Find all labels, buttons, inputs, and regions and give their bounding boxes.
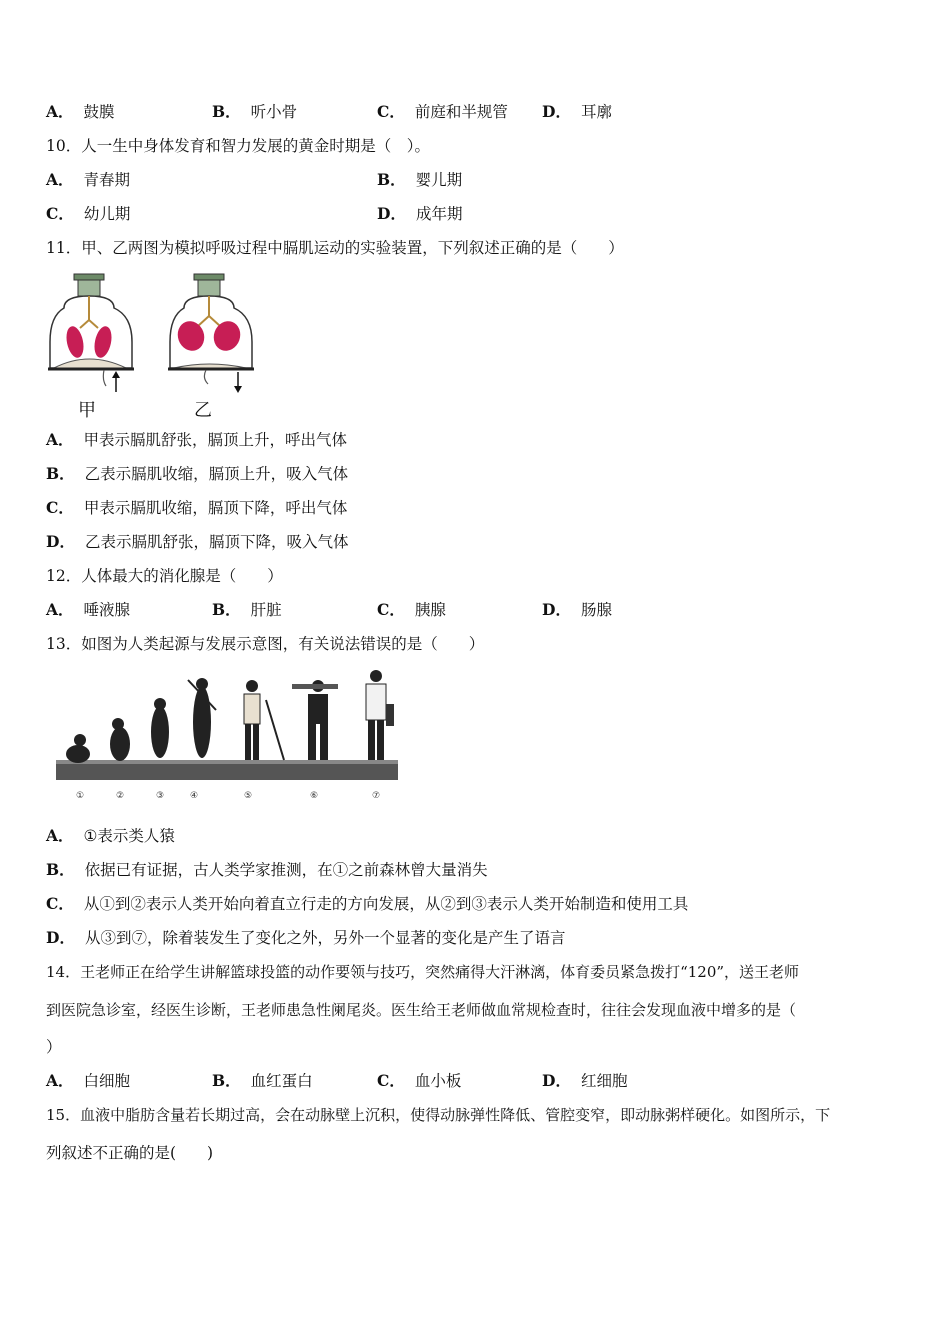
- q9-option-a: A． 鼓膜: [46, 102, 115, 121]
- q14-option-b: B． 血红蛋白: [212, 1071, 313, 1090]
- q14-stem-line3: ）: [46, 1038, 62, 1056]
- q9-option-d: D． 耳廓: [542, 102, 612, 121]
- evolution-number-6: ⑥: [310, 791, 319, 801]
- q15-stem-line1: 15．血液中脂肪含量若长期过高，会在动脉壁上沉积，使得动脉弹性降低、管腔变窄，即动脉粥样硬化。如图所示，下: [46, 1106, 831, 1124]
- q14-option-c: C． 血小板: [377, 1071, 462, 1090]
- q11-option-b: B． 乙表示膈肌收缩，膈顶上升，吸入气体: [46, 464, 349, 483]
- q11-option-d: D． 乙表示膈肌舒张，膈顶下降，吸入气体: [46, 532, 349, 551]
- q13-option-b: B． 依据已有证据，古人类学家推测，在①之前森林曾大量消失: [46, 860, 488, 879]
- q12-option-a: A． 唾液腺: [46, 600, 131, 619]
- q13-stem: 13．如图为人类起源与发展示意图，有关说法错误的是（ ）: [46, 635, 485, 653]
- q9-option-c: C． 前庭和半规管: [377, 102, 508, 121]
- figure-label-yi: 乙: [194, 400, 212, 421]
- bell-jar-left: [48, 274, 134, 392]
- q11-stem: 11．甲、乙两图为模拟呼吸过程中膈肌运动的实验装置，下列叙述正确的是（ ）: [46, 239, 624, 257]
- evolution-number-3: ③: [156, 791, 165, 801]
- q11-option-a: A． 甲表示膈肌舒张，膈顶上升，呼出气体: [46, 430, 348, 449]
- figure-label-jia: 甲: [78, 400, 96, 421]
- q13-option-d: D． 从③到⑦，除着装发生了变化之外，另外一个显著的变化是产生了语言: [46, 928, 566, 947]
- ground: [56, 762, 398, 780]
- human-evolution-figure: [56, 666, 401, 786]
- q10-option-c: C． 幼儿期: [46, 204, 131, 223]
- q13-option-a: A． ①表示类人猿: [46, 826, 175, 845]
- evolution-number-4: ④: [190, 791, 199, 801]
- evolution-number-5: ⑤: [244, 791, 253, 801]
- q11-option-c: C． 甲表示膈肌收缩，膈顶下降，呼出气体: [46, 498, 348, 517]
- q14-stem-line1: 14．王老师正在给学生讲解篮球投篮的动作要领与技巧，突然痛得大汗淋漓，体育委员紧急拨打“120”，送王老师: [46, 963, 800, 981]
- q12-option-d: D． 肠腺: [542, 600, 612, 619]
- evolution-number-2: ②: [116, 791, 125, 801]
- q10-option-b: B． 婴儿期: [377, 170, 463, 189]
- q12-option-b: B． 肝脏: [212, 600, 282, 619]
- evolution-silhouettes: [66, 670, 394, 763]
- q10-option-a: A． 青春期: [46, 170, 131, 189]
- q14-option-d: D． 红细胞: [542, 1071, 628, 1090]
- q10-option-d: D． 成年期: [377, 204, 463, 223]
- evolution-number-1: ①: [76, 791, 85, 801]
- q12-stem: 12．人体最大的消化腺是（ ）: [46, 567, 283, 585]
- q13-option-c: C． 从①到②表示人类开始向着直立行走的方向发展，从②到③表示人类开始制造和使用工具: [46, 894, 689, 913]
- q10-stem: 10．人一生中身体发育和智力发展的黄金时期是（ ）。: [46, 137, 430, 155]
- q9-option-b: B． 听小骨: [212, 102, 298, 121]
- evolution-number-7: ⑦: [372, 791, 381, 801]
- q12-option-c: C． 胰腺: [377, 600, 446, 619]
- q14-option-a: A． 白细胞: [46, 1071, 131, 1090]
- q15-stem-line2: 列叙述不正确的是( ): [46, 1144, 214, 1162]
- q14-stem-line2: 到医院急诊室，经医生诊断，王老师患急性阑尾炎。医生给王老师做血常规检查时，往往会发现血液中增多的是（: [46, 1001, 797, 1019]
- bell-jar-right: [168, 274, 254, 393]
